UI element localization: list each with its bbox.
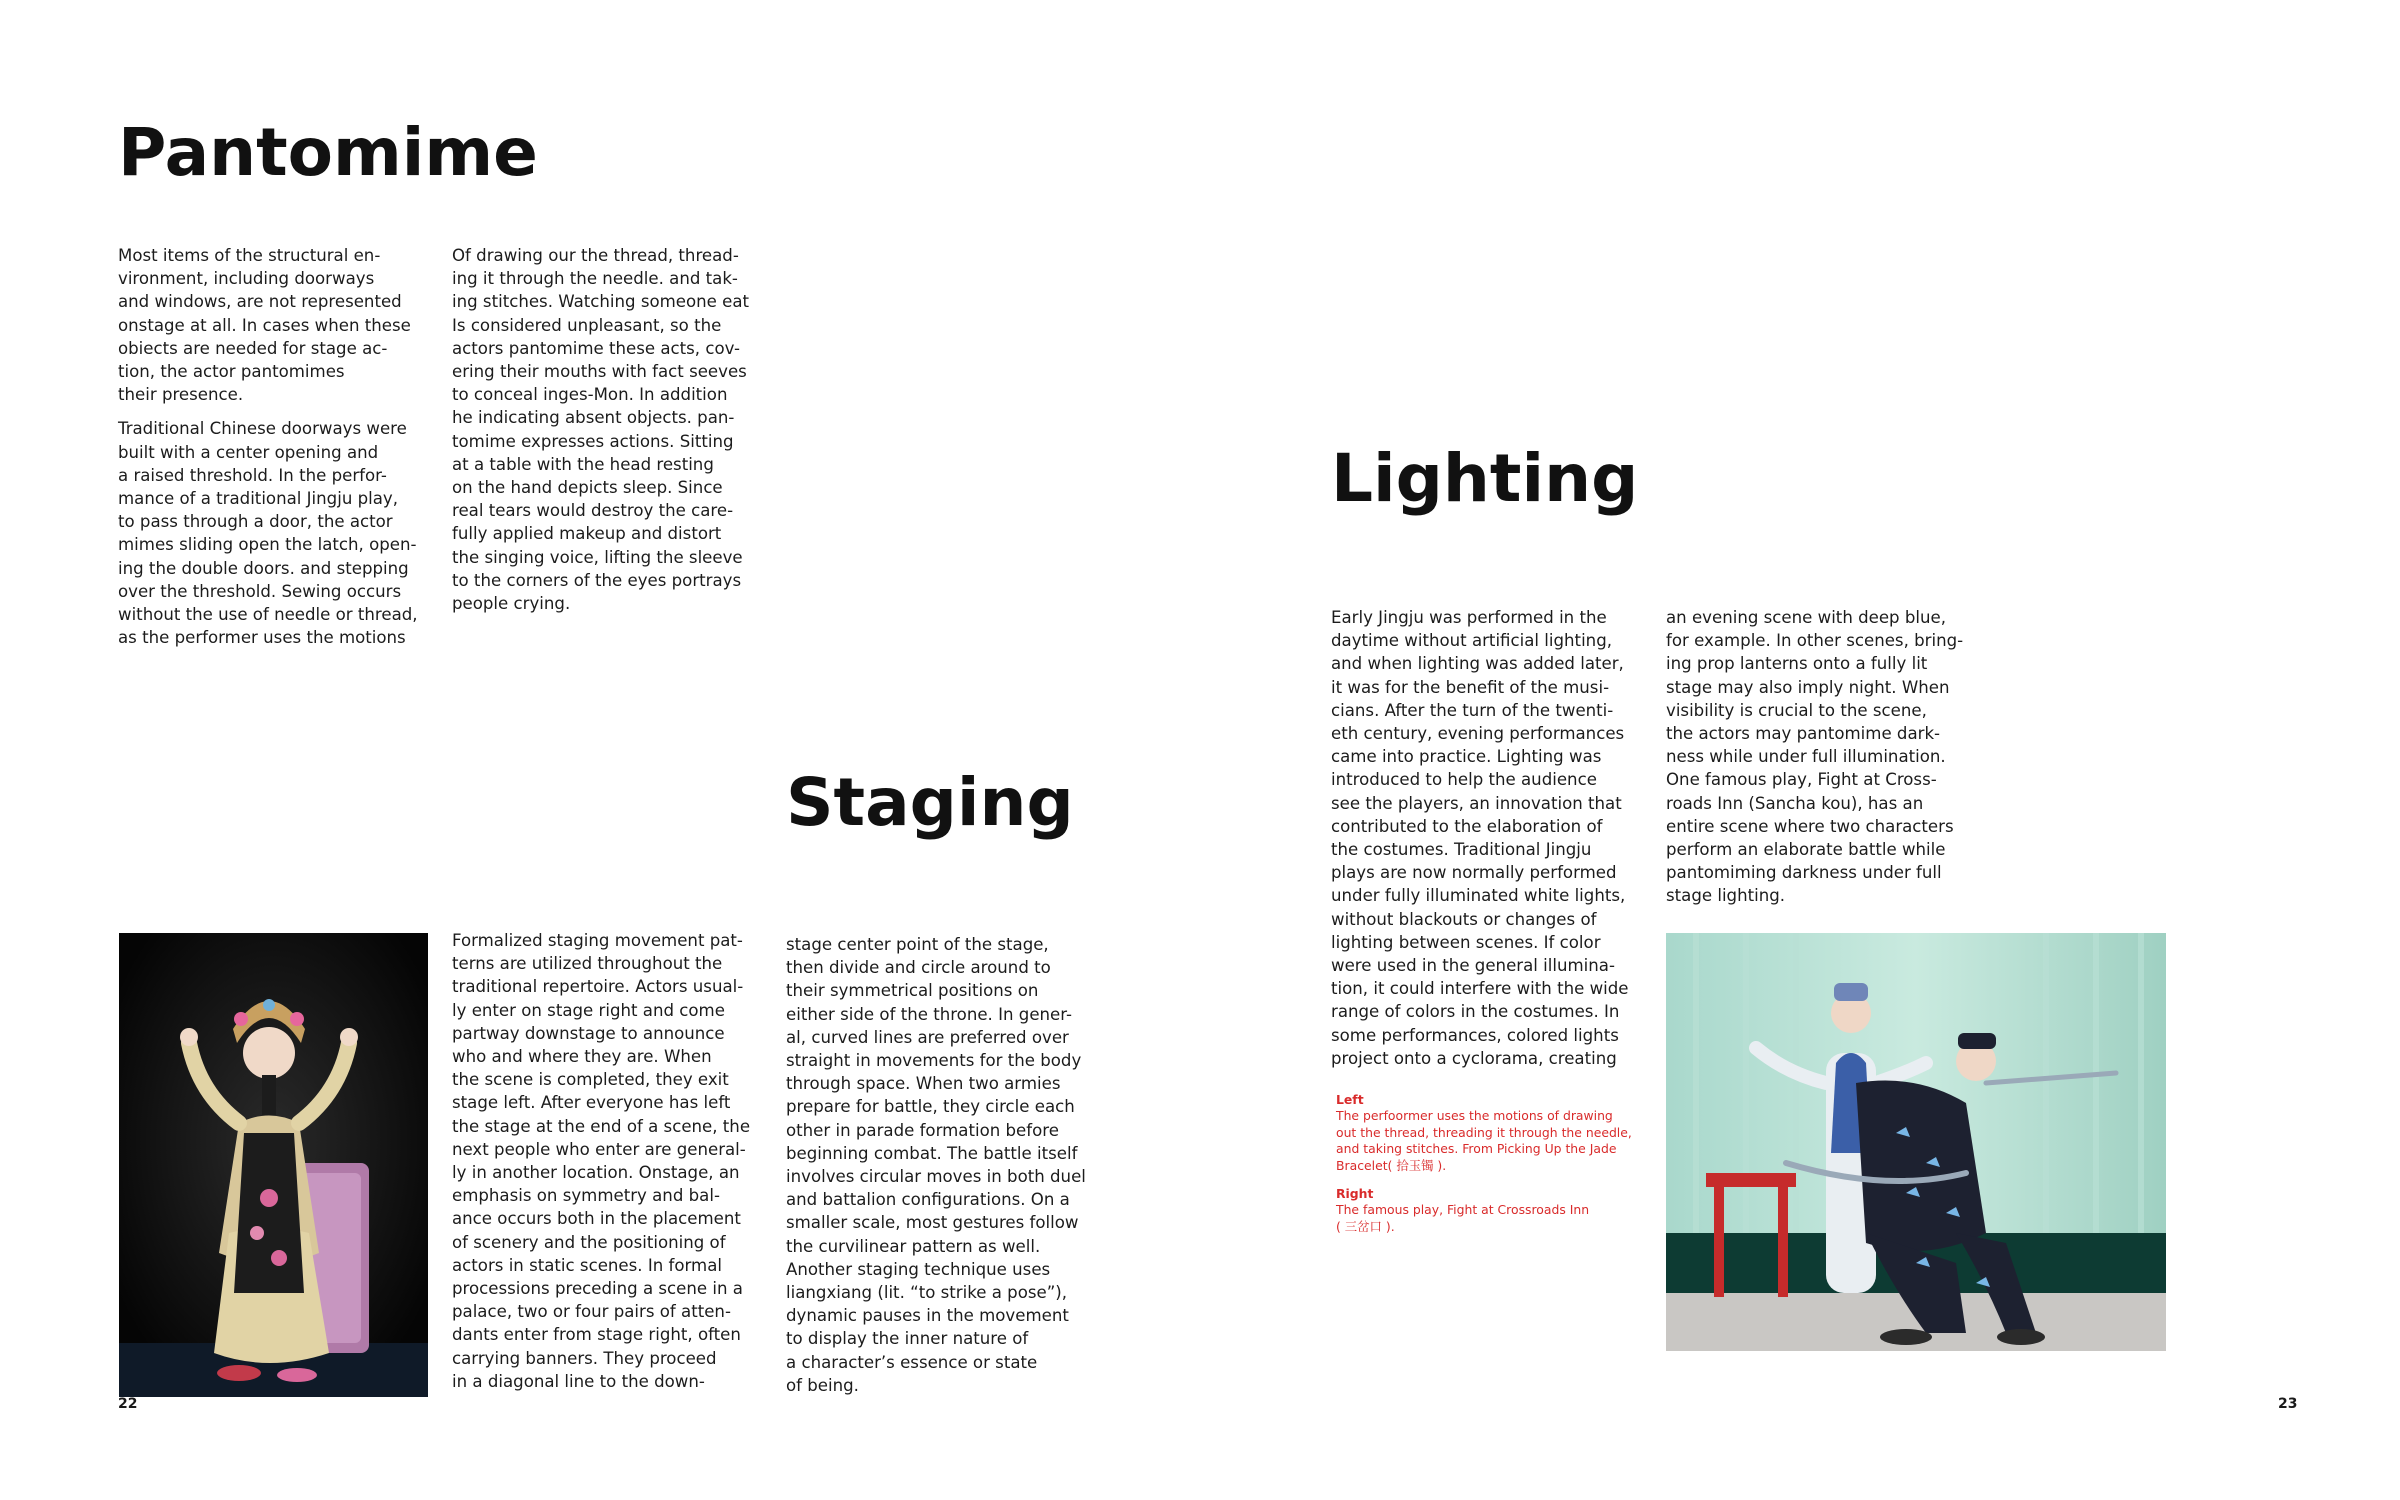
photo-captions — [1336, 1092, 1656, 1247]
performer-photo-left — [119, 933, 428, 1397]
paragraph: Traditional Chinese doorways were built with a center opening and a raised threshold. In the perfor- mance of a traditional Jingju play, to pass through a door, the actor mimes sliding open the latch, open- ing the double doors. and stepping over the threshold. Sewing occurs without the use of needle or thread, as the performer uses the motions — [118, 419, 418, 648]
paragraph: an evening scene with deep blue, for example. In other scenes, bring- ing prop lanterns onto a fully lit stage may also imply night. When visibility is crucial to the scene, the actors may pantomime dark- ness while under full illumination. One famous play, Fight at Cross- roads Inn (Sancha kou), has an entire scene where two characters perform an elaborate battle while pantomiming darkness under full stage lighting. — [1666, 608, 1964, 906]
paragraph: Most items of the structural en- vironment, including doorways and windows, are not represented onstage at all. In cases when these obiects are needed for stage ac- tion, the actor pantomimes their presence. — [118, 246, 411, 405]
pantomime-column-2 — [452, 244, 772, 615]
paragraph: stage center point of the stage, then divide and circle around to their symmetrical positions on either side of the throne. In gener- al, curved lines are preferred over straight in movements for the body through space. When two armies prepare for battle, they circle each other in parade formation before beginning combat. The battle itself involves circular moves in both duel and battalion configurations. On a smaller scale, most gestures follow the curvilinear pattern as well. Another staging technique uses liangxiang (lit. “to strike a pose”), dynamic pauses in the movement to display the inner nature of a character’s essence or state of being. — [786, 935, 1086, 1395]
combat-scene-illustration — [1666, 933, 2166, 1351]
lighting-heading: Lighting — [1331, 440, 1639, 517]
pantomime-column-1 — [118, 244, 440, 649]
staging-column-2 — [786, 933, 1106, 1397]
lighting-column-1 — [1331, 606, 1655, 1070]
paragraph: Early Jingju was performed in the daytime without artificial lighting, and when lighting was added later, it was for the benefit of the musi- cians. After the turn of the twenti- eth century, evening performances came into practice. Lighting was introduced to help the audience see the players, an innovation that contributed to the elaboration of the costumes. Traditional Jingju plays are now normally performed under fully illuminated white lights, without blackouts or changes of lighting between scenes. If color were used in the general illumina- tion, it could interfere with the wide range of colors in the costumes. In some performances, colored lights project onto a cyclorama, creating — [1331, 608, 1629, 1068]
caption-label-right: Right — [1336, 1186, 1374, 1202]
page-number-left: 22 — [118, 1396, 138, 1412]
staging-column-1 — [452, 929, 772, 1393]
caption-label-left: Left — [1336, 1092, 1364, 1107]
paragraph: Of drawing our the thread, thread- ing it through the needle. and tak- ing stitches. Watching someone eat Is considered unpleasant, so the actors pantomime these acts, cov- ering their mouths with fact seeves to conceal inges-Mon. In addition he indicating absent objects. pan- tomime expresses actions. Sitting at a table with the head resting on the hand depicts sleep. Since real tears would destroy the care- fully applied makeup and distort the singing voice, lifting the sleeve to the corners of the eyes portrays people crying. — [452, 246, 750, 614]
lighting-column-2 — [1666, 606, 1986, 908]
pantomime-heading: Pantomime — [118, 114, 538, 191]
caption-text-left: The perfoormer uses the motions of drawing out the thread, threading it through the needle, and taking stitches. From Picking Up the Jade Bracelet( 拾玉镯 ). — [1336, 1108, 1632, 1173]
page-number-right: 23 — [2278, 1396, 2298, 1412]
performer-illustration — [119, 933, 428, 1397]
caption-text-right: The famous play, Fight at Crossroads Inn ( 三岔口 ). — [1336, 1202, 1590, 1234]
paragraph: Formalized staging movement pat- terns are utilized throughout the traditional repertoire. Actors usual- ly enter on stage right and come partway downstage to announce who and where they are. When the scene is completed, they exit stage left. After everyone has left the stage at the end of a scene, the next people who enter are general- ly in another location. Onstage, an emphasis on symmetry and bal- ance occurs both in the placement of scenery and the positioning of actors in static scenes. In formal processions preceding a scene in a palace, two or four pairs of atten- dants enter from stage right, often carrying banners. They proceed in a diagonal line to the down- — [452, 931, 751, 1391]
staging-heading: Staging — [786, 764, 1074, 841]
performer-photo-right — [1666, 933, 2166, 1351]
